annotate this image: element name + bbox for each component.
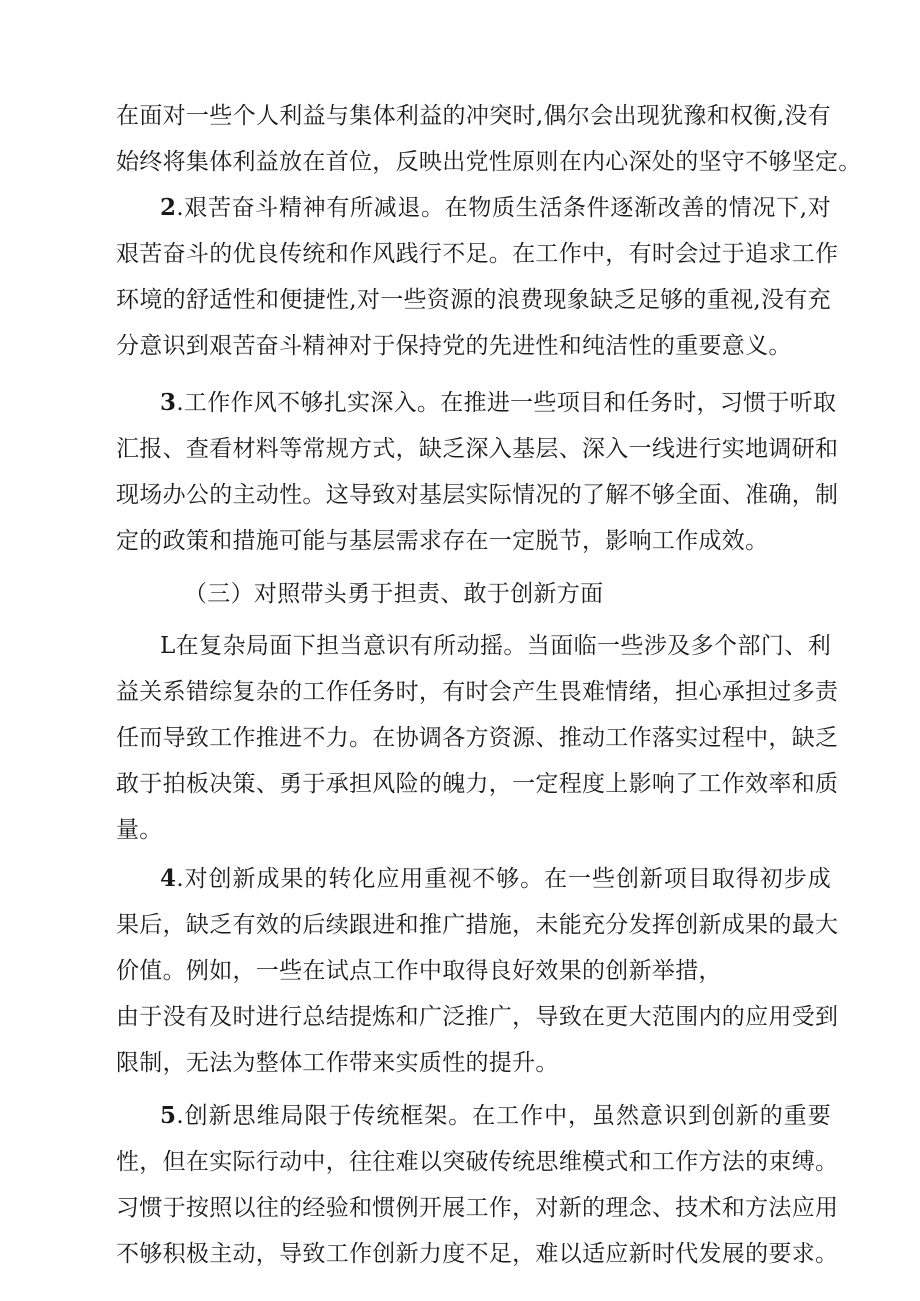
paragraph-line: 在面对一些个人利益与集体利益的冲突时,偶尔会出现犹豫和权衡,没有 <box>116 103 831 129</box>
paragraph-line: 现场办公的主动性。这导致对基层实际情况的了解不够全面、准确，制 <box>116 482 839 508</box>
paragraph-line: 益关系错综复杂的工作任务时，有时会产生畏难情绪，担心承担过多责 <box>116 679 839 705</box>
paragraph-number: 4 <box>160 865 177 892</box>
paragraph-line: 分意识到艰苦奋斗精神对于保持党的先进性和纯洁性的重要意义。 <box>116 333 792 359</box>
paragraph-line: 习惯于按照以往的经验和惯例开展工作，对新的理念、技术和方法应用 <box>116 1195 839 1221</box>
paragraph-line: 量。 <box>116 817 163 843</box>
numbered-paragraph-first-line <box>160 863 831 895</box>
paragraph-line: 限制，无法为整体工作带来实质性的提升。 <box>116 1050 559 1076</box>
paragraph-line: 定的政策和措施可能与基层需求存在一定脱节，影响工作成效。 <box>116 528 769 554</box>
paragraph-line: 始终将集体利益放在首位，反映出党性原则在内心深处的坚守不够坚定。 <box>116 149 862 175</box>
paragraph-line: 环境的舒适性和便捷性,对一些资源的浪费现象缺乏足够的重视,没有充 <box>116 287 831 313</box>
paragraph-line: 不够积极主动，导致工作创新力度不足，难以适应新时代发展的要求。 <box>116 1241 839 1267</box>
paragraph-line-text: .创新思维局限于传统框架。在工作中，虽然意识到创新的重要 <box>176 1103 831 1129</box>
paragraph-line-text: .对创新成果的转化应用重视不够。在一些创新项目取得初步成 <box>176 866 831 892</box>
section-heading: （三）对照带头勇于担责、敢于创新方面 <box>184 581 604 607</box>
paragraph-line: 敢于拍板决策、勇于承担风险的魄力，一定程度上影响了工作效率和质 <box>116 771 839 797</box>
paragraph-line: 价值。例如，一些在试点工作中取得良好效果的创新举措， <box>116 958 722 984</box>
paragraph-line: 艰苦奋斗的优良传统和作风践行不足。在工作中，有时会过于追求工作 <box>116 241 839 267</box>
numbered-paragraph-first-line <box>160 192 831 224</box>
paragraph-number: 3 <box>160 389 177 416</box>
paragraph-line: 性，但在实际行动中，往往难以突破传统思维模式和工作方法的束缚。 <box>116 1149 839 1175</box>
paragraph-number: 5 <box>160 1102 177 1129</box>
paragraph-line: 果后，缺乏有效的后续跟进和推广措施，未能充分发挥创新成果的最大 <box>116 912 839 938</box>
numbered-paragraph-first-line <box>160 387 837 419</box>
paragraph-line-text: .艰苦奋斗精神有所减退。在物质生活条件逐渐改善的情况下,对 <box>176 195 831 221</box>
numbered-paragraph-first-line <box>160 1100 831 1132</box>
paragraph-line-text: .工作作风不够扎实深入。在推进一些项目和任务时，习惯于听取 <box>176 390 837 416</box>
paragraph-line: 汇报、查看材料等常规方式，缺乏深入基层、深入一线进行实地调研和 <box>116 436 839 462</box>
paragraph-line: 任而导致工作推进不力。在协调各方资源、推动工作落实过程中，缺乏 <box>116 725 839 751</box>
paragraph-number: 2 <box>160 194 177 221</box>
paragraph-line: 由于没有及时进行总结提炼和广泛推广，导致在更大范围内的应用受到 <box>116 1004 839 1030</box>
paragraph-line: L在复杂局面下担当意识有所动摇。当面临一些涉及多个部门、利 <box>160 633 831 659</box>
